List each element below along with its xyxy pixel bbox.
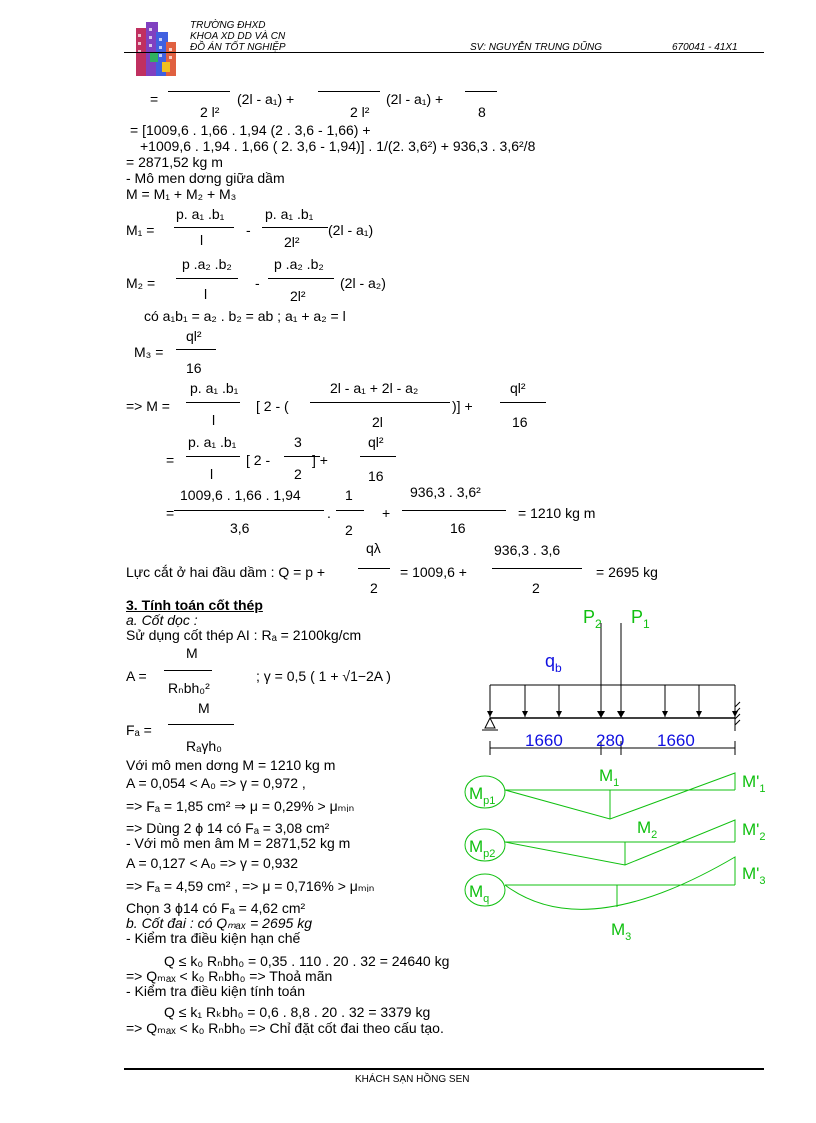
eq-line5: - Mô men dơng giữa dầm [126,170,285,186]
text-w6: A = 0,127 < A₀ => γ = 0,932 [126,855,299,871]
dim-1660-right: 1660 [657,731,695,750]
eq-line6: M = M₁ + M₂ + M₃ [126,186,237,202]
header-faculty: KHOA XD DD VÀ CN [190,31,286,42]
text-w3: => Fₐ = 1,85 cm² ⇒ μ = 0,29% > μₘᵢₙ [126,798,355,814]
label-mq: $M_q$ [469,882,490,905]
header-project: ĐỒ ÁN TỐT NGHIỆP [190,42,286,53]
building-logo-icon [132,18,182,80]
fixed-support-icon [735,702,740,731]
header-rule [124,52,764,53]
dim-1660-left: 1660 [525,731,563,750]
label-qb: $q_b$ [545,651,562,675]
label-m2: $M_2$ [637,818,658,841]
text-k1: - Kiểm tra điều kiện hạn chế [126,930,301,946]
beam-moment-diagram [455,595,775,950]
section3-title: 3. Tính toán cốt thép [126,597,263,613]
text-b: b. Cốt đai : có Qₘₐₓ = 2695 kg [126,915,313,931]
dim-280: 280 [596,731,625,750]
eq-line3: +1009,6 . 1,94 . 1,66 ( 2. 3,6 - 1,94)] . 1/(2. 3,6²) + 936,3 . 3,6²/8 [140,138,536,154]
text-k4: - Kiểm tra điều kiện tính toán [126,983,305,999]
label-m1p: $M'_1$ [742,772,766,795]
text-k3: => Qₘₐₓ < k₀ Rₙbh₀ => Thoả mãn [126,968,333,984]
header-class: 670041 - 41X1 [672,42,738,53]
label-m3: $M_3$ [611,920,632,943]
label-p2: $P_2$ [583,607,602,631]
label-p1: $P_1$ [631,607,650,631]
eq-line4: = 2871,52 kg m [126,154,223,170]
text-w2: A = 0,054 < A₀ => γ = 0,972 , [126,775,306,791]
text-w8: Chọn 3 ϕ14 có Fₐ = 4,62 cm² [126,900,306,916]
text-w4: => Dùng 2 ϕ 14 có Fₐ = 3,08 cm² [126,820,330,836]
header-student: SV: NGUYỄN TRUNG DŨNG [470,42,603,53]
label-m1: $M_1$ [599,766,620,789]
mq-shape [505,857,735,909]
footer-rule [124,1068,764,1070]
eq-co-line: có a₁b₁ = a₂ . b₂ = ab ; a₁ + a₂ = l [144,308,346,324]
text-w5: - Với mô men âm M = 2871,52 kg m [126,835,351,851]
label-m2p: $M'_2$ [742,820,766,843]
text-k5: Q ≤ k₁ Rₖbh₀ = 0,6 . 8,8 . 20 . 32 = 3379 kg [164,1004,431,1020]
footer-title: KHÁCH SẠN HỒNG SEN [355,1074,470,1085]
header-school: TRƯỜNG ĐHXD [190,20,266,31]
text-w1: Với mô men dơng M = 1210 kg m [126,757,336,773]
eq-line2: = [1009,6 . 1,66 . 1,94 (2 . 3,6 - 1,66) + [130,122,371,138]
text-w7: => Fₐ = 4,59 cm² , => μ = 0,716% > μₘᵢₙ [126,878,375,894]
label-m3p: $M'_3$ [742,864,766,887]
label-mp2: $M_{p2}$ [469,837,496,860]
label-mp1: $M_{p1}$ [469,784,496,807]
mp1-shape [505,773,735,819]
text-k6: => Qₘₐₓ < k₀ Rₙbh₀ => Chỉ đặt cốt đai theo cấu tạo. [126,1020,444,1036]
pin-support-icon [485,718,495,728]
section3-a: a. Cốt dọc : [126,612,198,628]
section3-steel: Sử dụng cốt thép AI : Rₐ = 2100kg/cm [126,627,362,643]
text-k2: Q ≤ k₀ Rₙbh₀ = 0,35 . 110 . 20 . 32 = 24640 kg [164,953,450,969]
